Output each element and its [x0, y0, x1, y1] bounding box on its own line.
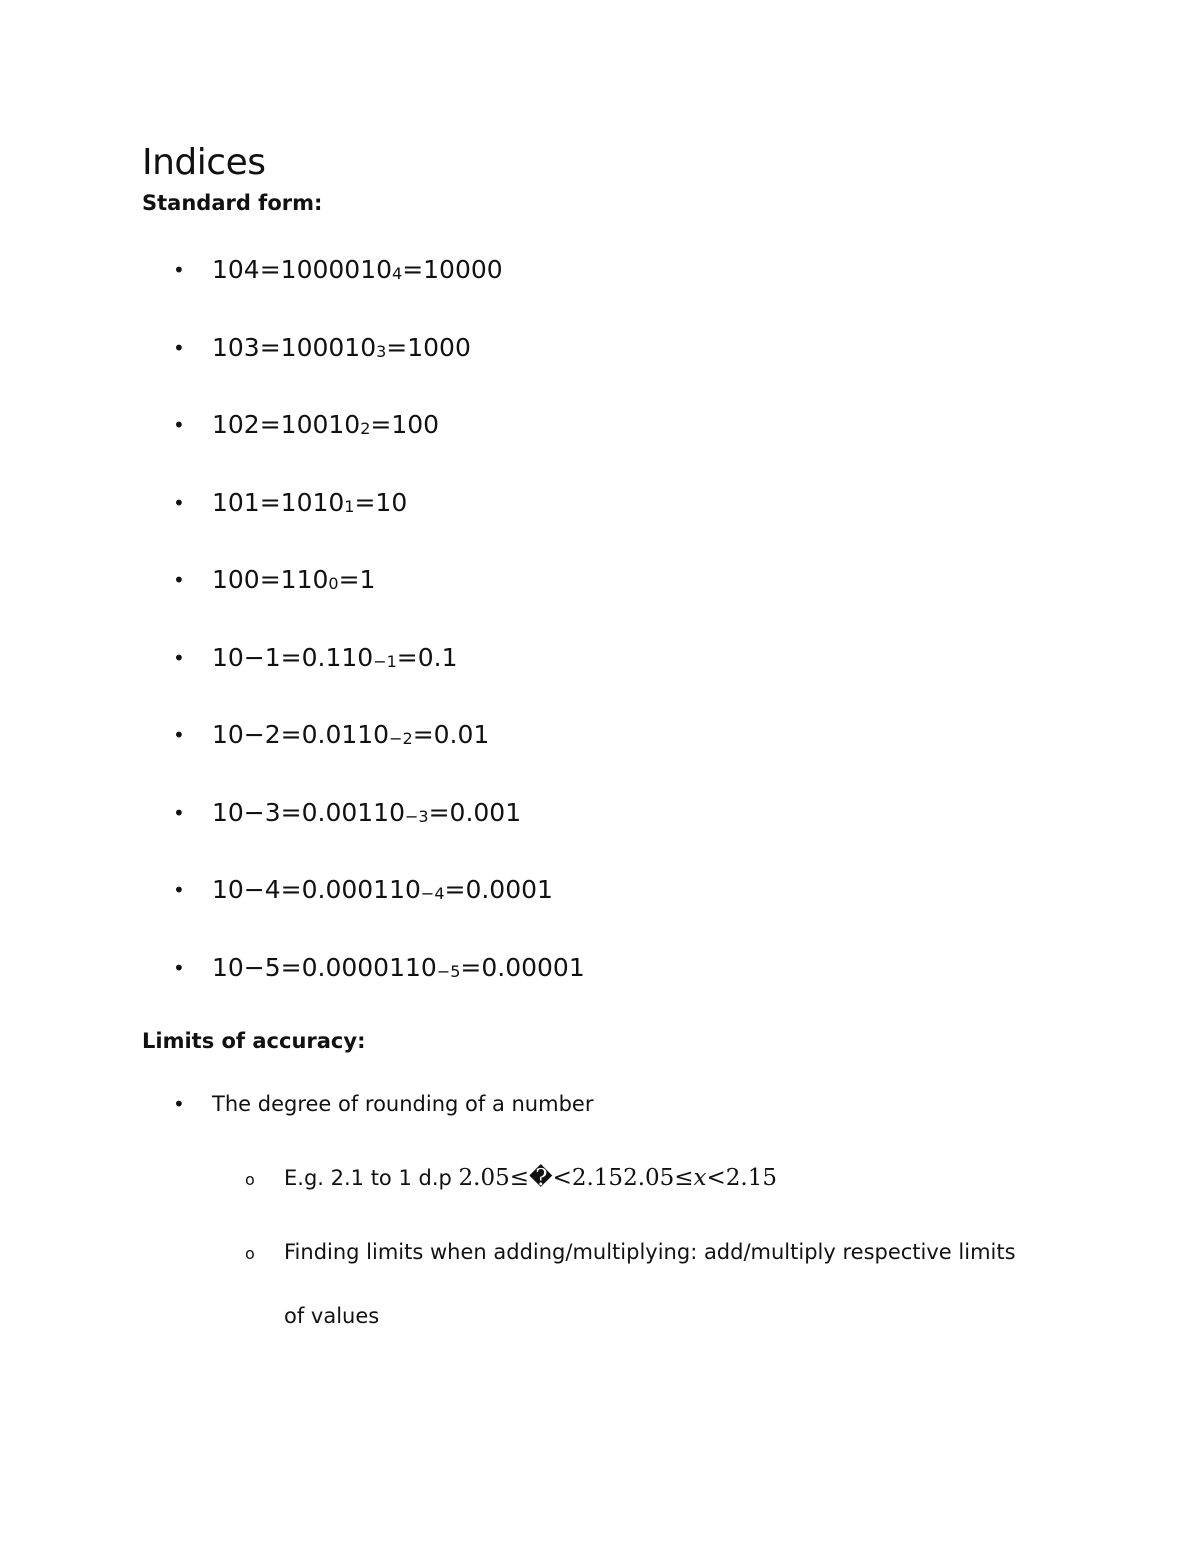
standard-form-heading: Standard form:: [142, 191, 323, 215]
list-item: [212, 874, 553, 910]
item-main: 102=10010: [212, 410, 361, 439]
sub-bullet: o: [245, 1170, 255, 1189]
sub-bullet: o: [245, 1244, 255, 1263]
item-subscript: −2: [389, 729, 413, 748]
item-main: 100=110: [212, 565, 329, 594]
item-subscript: 1: [344, 497, 355, 516]
bullet: •: [173, 801, 185, 825]
item-subscript: −4: [420, 884, 445, 903]
example-prefix: E.g. 2.1 to 1 d.p: [284, 1166, 459, 1190]
limits-heading: Limits of accuracy:: [142, 1029, 366, 1053]
bullet: •: [173, 413, 185, 437]
item-tail: =0.00001: [460, 953, 585, 982]
example-item: [284, 1164, 777, 1192]
math-part: <2.15: [706, 1165, 778, 1191]
item-tail: =0.0001: [444, 875, 553, 904]
list-item: [212, 952, 585, 988]
list-item: [212, 487, 407, 523]
item-subscript: −3: [405, 807, 429, 826]
list-item: [212, 254, 503, 290]
item-subscript: −1: [373, 652, 397, 671]
item-subscript: 2: [360, 419, 371, 438]
bullet: •: [173, 1092, 185, 1116]
item-subscript: 0: [328, 574, 339, 593]
bullet: •: [173, 258, 185, 282]
bullet: •: [173, 568, 185, 592]
bullet: •: [173, 956, 185, 980]
limits-rule-line-1: Finding limits when adding/multiplying: add/multiply respective limits: [284, 1240, 1016, 1264]
item-main: 10−5=0.0000110: [212, 953, 437, 982]
list-item: [212, 409, 439, 445]
page-title: Indices: [142, 142, 266, 183]
item-tail: =1000: [386, 333, 471, 362]
item-main: 104=1000010: [212, 255, 393, 284]
math-part: 2.05≤�<2.152.05≤: [458, 1165, 694, 1191]
item-main: 103=100010: [212, 333, 377, 362]
item-subscript: 4: [392, 264, 403, 283]
list-item: [212, 642, 458, 678]
math-variable: x: [693, 1165, 707, 1191]
bullet: •: [173, 336, 185, 360]
list-item: The degree of rounding of a number: [212, 1092, 594, 1116]
bullet: •: [173, 878, 185, 902]
item-tail: =10: [354, 488, 408, 517]
item-main: 10−3=0.00110: [212, 798, 405, 827]
bullet: •: [173, 723, 185, 747]
list-item: [212, 719, 489, 755]
item-main: 10−2=0.0110: [212, 720, 390, 749]
item-subscript: 3: [376, 342, 387, 361]
bullet: •: [173, 491, 185, 515]
item-tail: =0.001: [428, 798, 522, 827]
item-tail: =1: [338, 565, 376, 594]
item-tail: =0.01: [412, 720, 490, 749]
item-tail: =100: [370, 410, 440, 439]
example-math: [459, 1165, 778, 1191]
limits-rule-line-2: of values: [284, 1304, 380, 1328]
list-item: [212, 332, 471, 368]
item-main: 101=1010: [212, 488, 345, 517]
bullet: •: [173, 646, 185, 670]
item-subscript: −5: [436, 962, 461, 981]
list-item: [212, 564, 375, 600]
list-item: [212, 797, 521, 833]
item-main: 10−1=0.110: [212, 643, 374, 672]
item-tail: =10000: [402, 255, 503, 284]
item-tail: =0.1: [396, 643, 458, 672]
item-main: 10−4=0.000110: [212, 875, 421, 904]
